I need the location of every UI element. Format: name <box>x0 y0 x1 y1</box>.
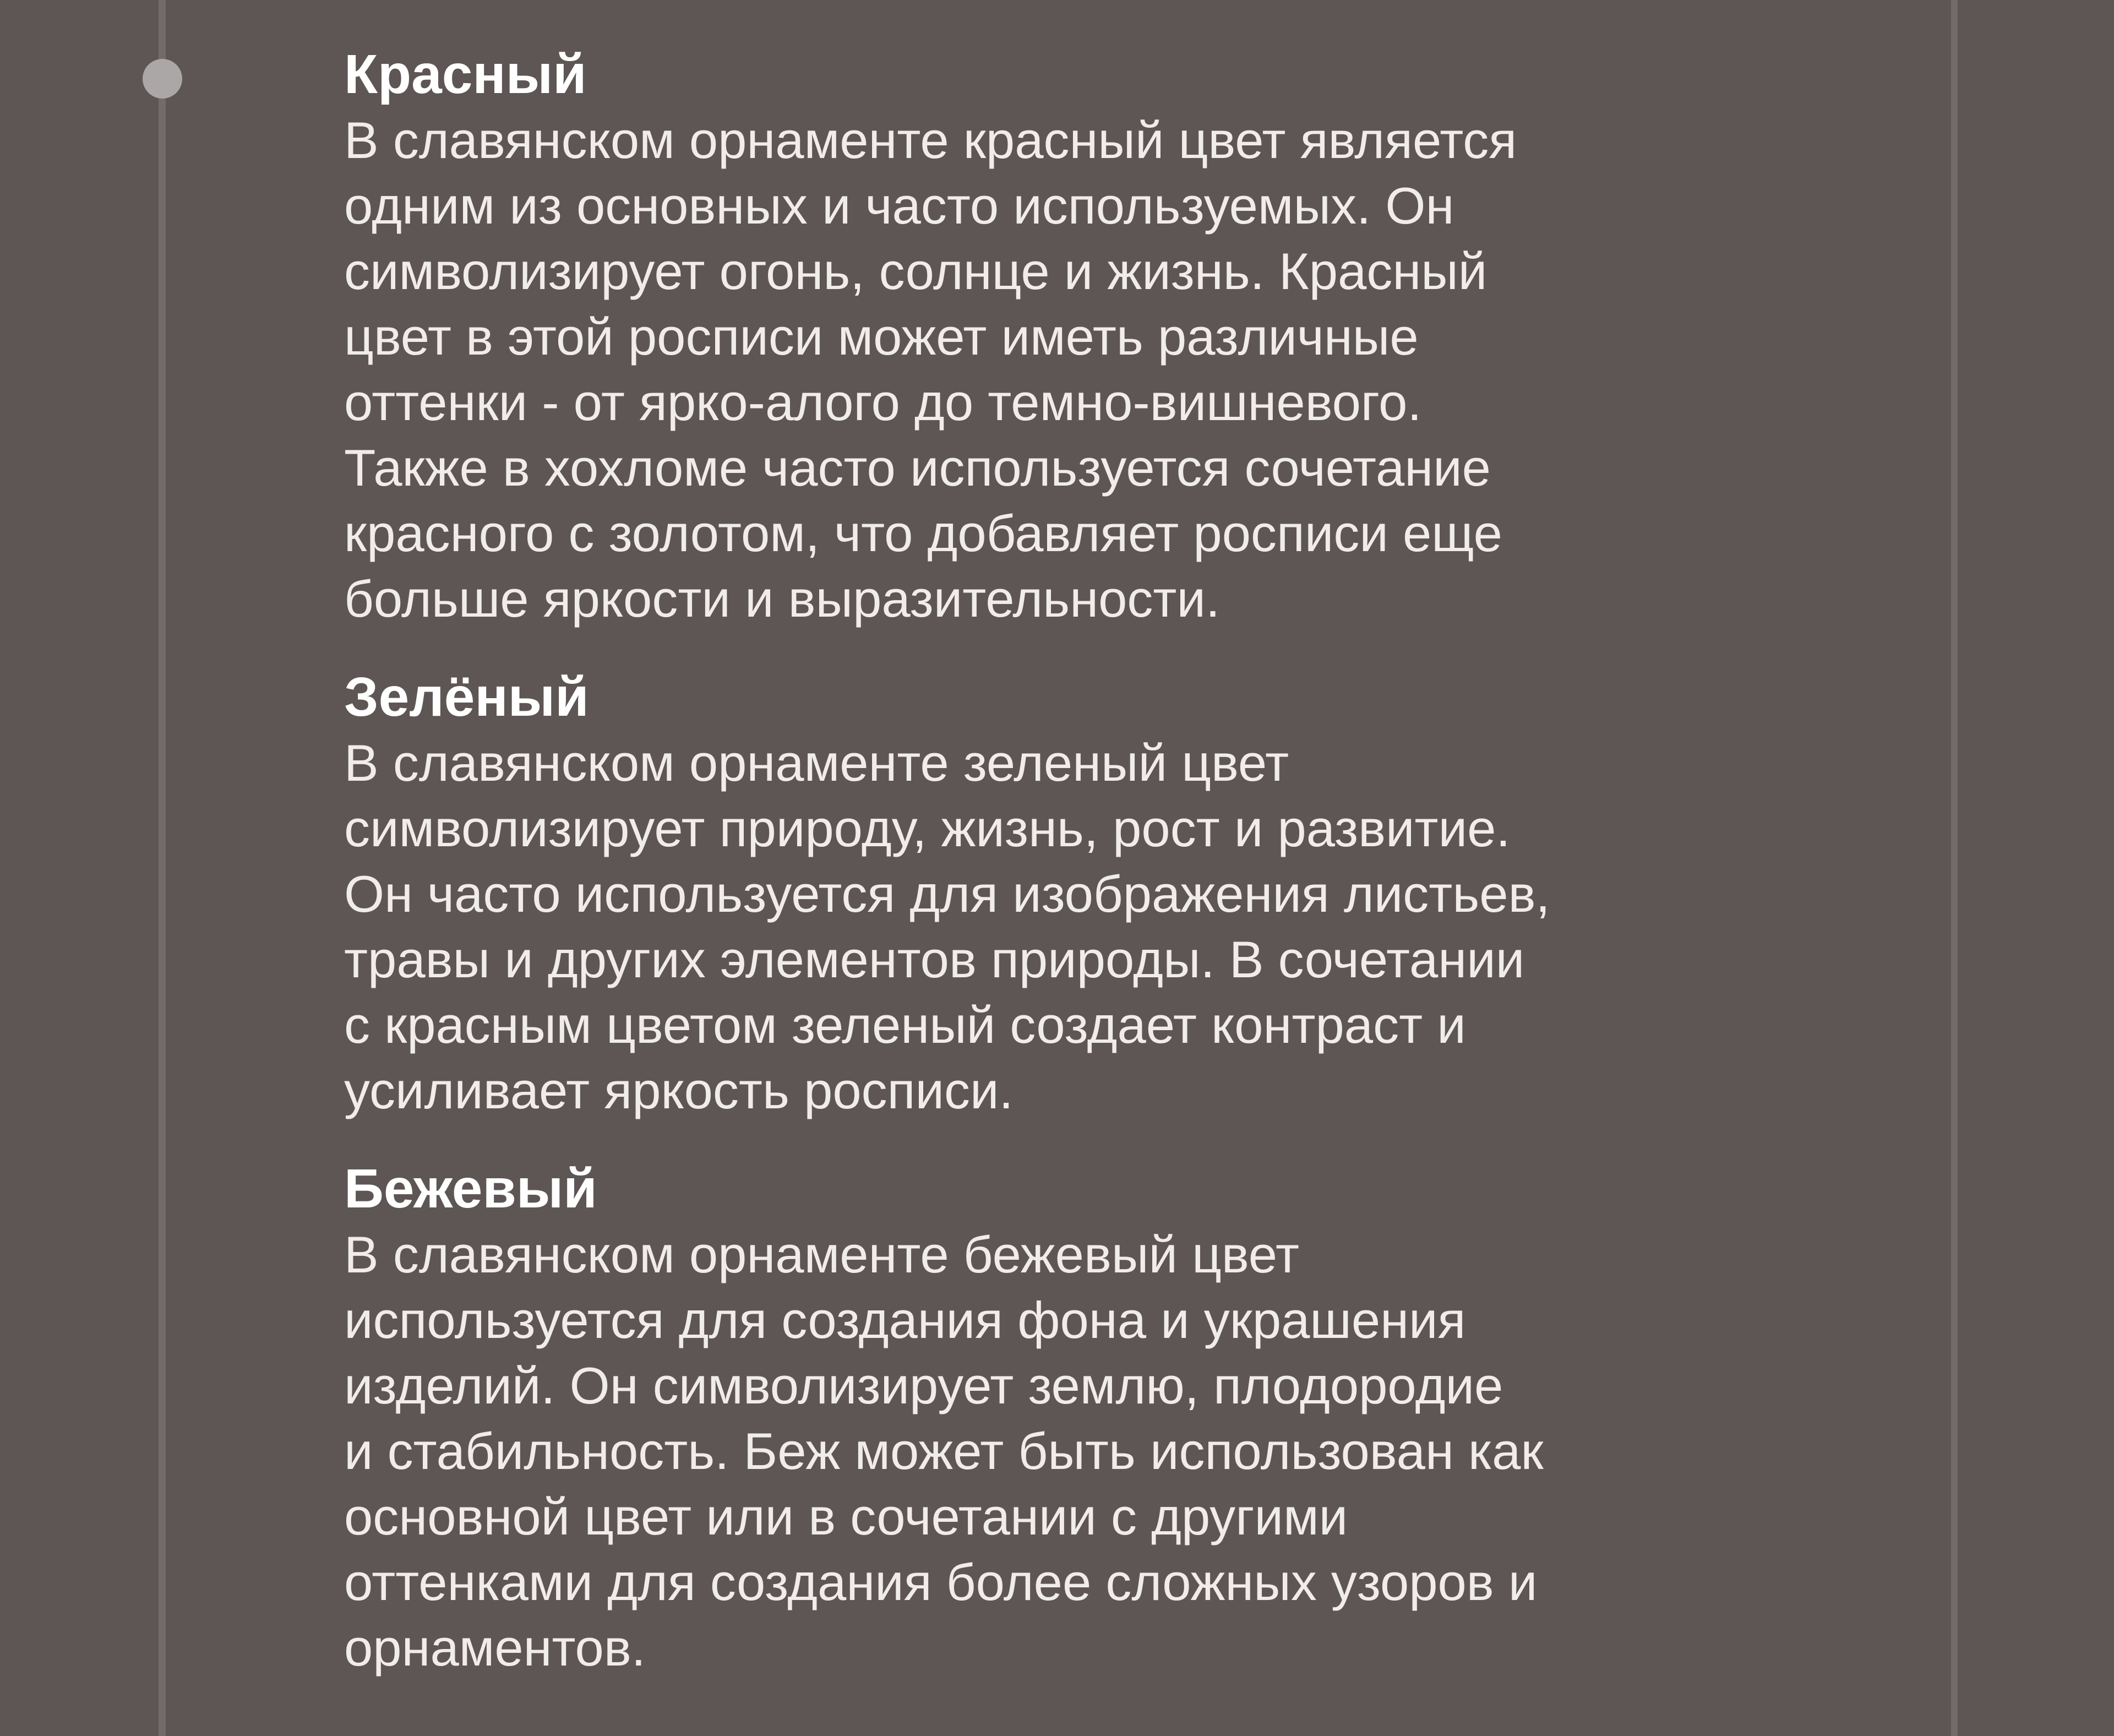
body-line: больше яркости и выразительности. <box>344 570 1221 628</box>
body-line: красного с золотом, что добавляет росписи еще <box>344 504 1502 562</box>
body-line: с красным цветом зеленый создает контраст и <box>344 996 1466 1054</box>
body-line: используется для создания фона и украшения <box>344 1291 1466 1349</box>
section-title: Бежевый <box>344 1158 597 1220</box>
color-descriptions <box>344 42 1853 1680</box>
body-line: оттенками для создания более сложных узоров и <box>344 1553 1538 1611</box>
body-line: травы и других элементов природы. В сочетании <box>344 930 1525 988</box>
body-line: символизирует природу, жизнь, рост и развитие. <box>344 799 1511 857</box>
body-line: цвет в этой росписи может иметь различные <box>344 308 1419 366</box>
body-line: одним из основных и часто используемых. Он <box>344 177 1454 235</box>
section-body <box>344 107 1853 632</box>
body-line: В славянском орнаменте красный цвет является <box>344 111 1517 169</box>
section-body <box>344 1222 1853 1680</box>
section-green <box>344 665 1853 1123</box>
body-line: и стабильность. Беж может быть использован как <box>344 1422 1544 1480</box>
body-line: Он часто используется для изображения листьев, <box>344 865 1550 923</box>
body-line: В славянском орнаменте бежевый цвет <box>344 1226 1300 1283</box>
body-line: орнаментов. <box>344 1619 646 1677</box>
body-line: оттенки - от ярко-алого до темно-вишневого. <box>344 373 1422 431</box>
body-line: усиливает яркость росписи. <box>344 1062 1014 1119</box>
section-title: Красный <box>344 43 587 105</box>
body-line: основной цвет или в сочетании с другими <box>344 1488 1348 1545</box>
body-line: изделий. Он символизирует землю, плодородие <box>344 1357 1503 1414</box>
body-line: символизирует огонь, солнце и жизнь. Красный <box>344 242 1488 300</box>
timeline-rail-left <box>159 0 166 1736</box>
section-red <box>344 42 1853 632</box>
section-body <box>344 730 1853 1123</box>
section-beige <box>344 1156 1853 1680</box>
timeline-dot <box>143 59 182 99</box>
body-line: В славянском орнаменте зеленый цвет <box>344 734 1289 792</box>
section-title: Зелёный <box>344 666 589 728</box>
timeline-rail-right <box>1951 0 1958 1736</box>
body-line: Также в хохломе часто используется сочетание <box>344 439 1491 497</box>
